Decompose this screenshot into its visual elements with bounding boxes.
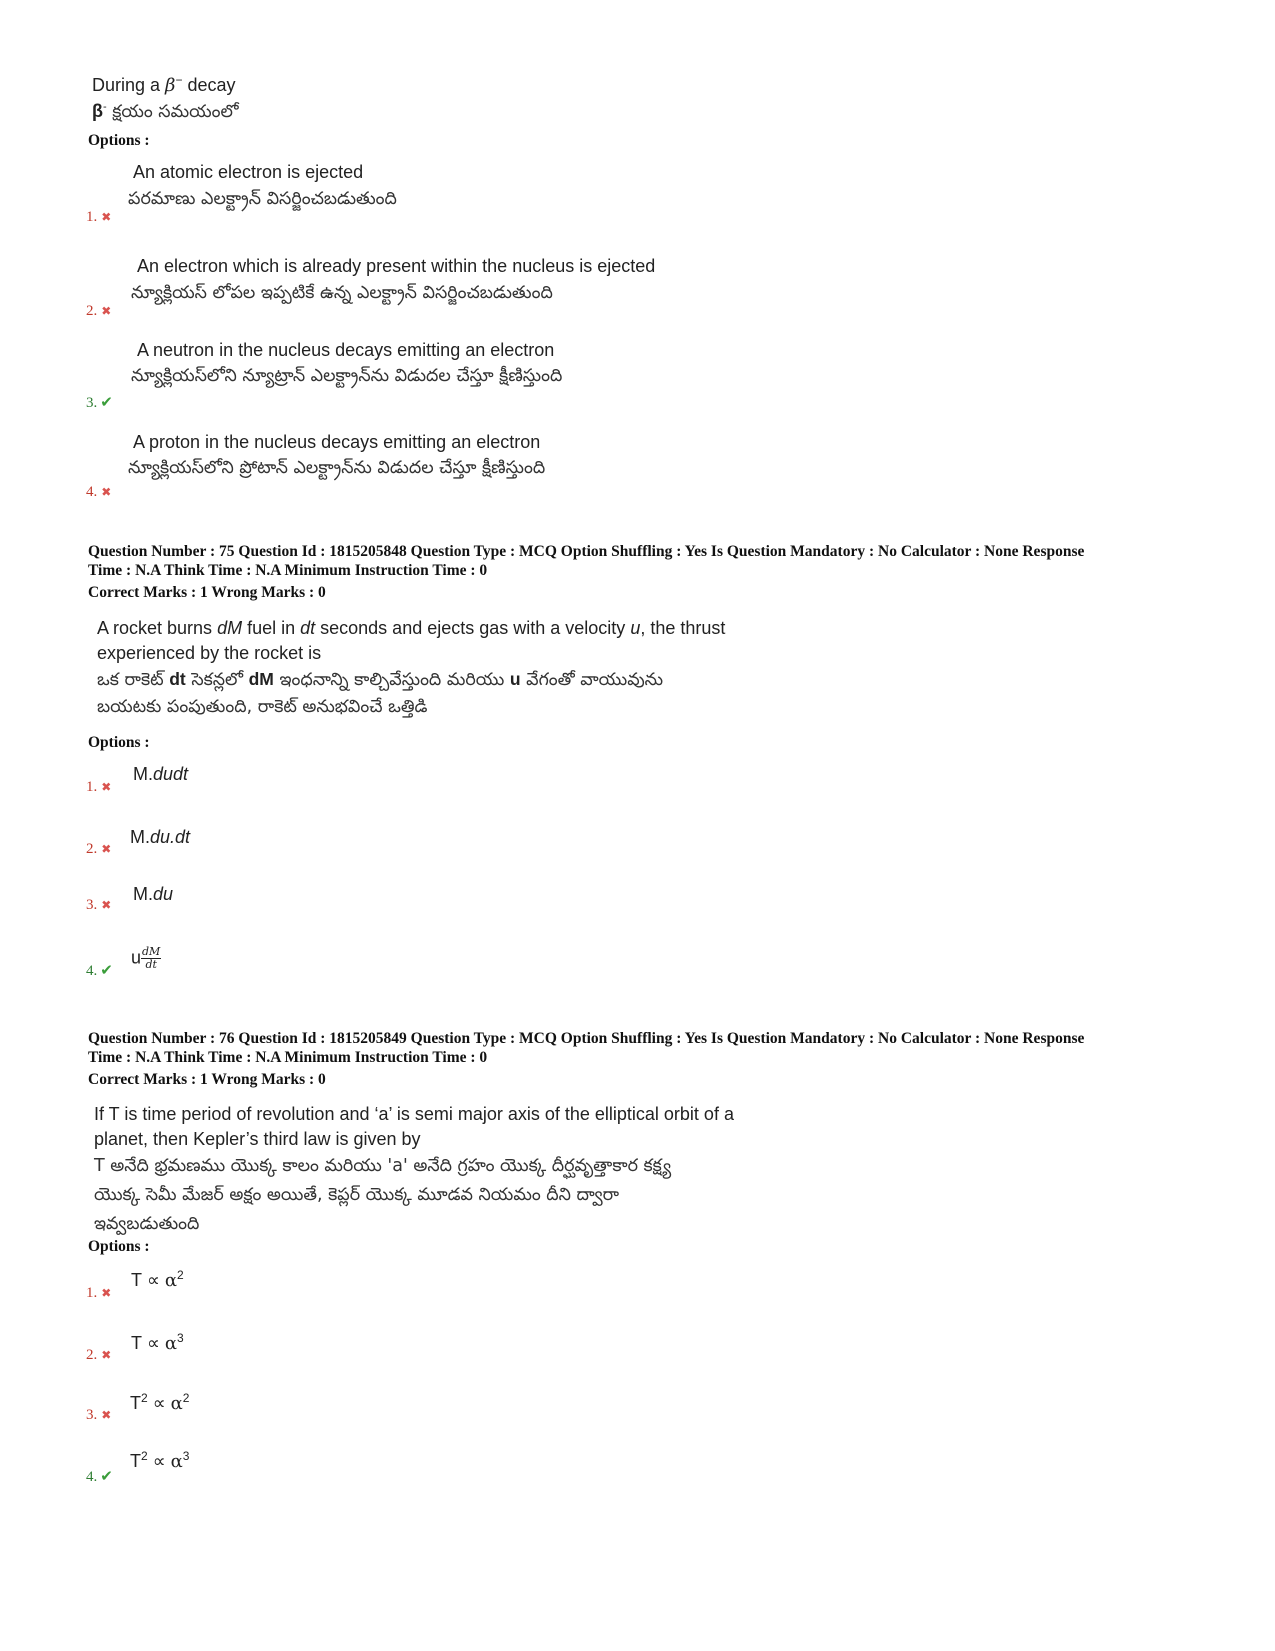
option-4-text-en: A proton in the nucleus decays emitting an electron [133, 432, 541, 452]
option-3-marker [86, 393, 113, 412]
meta-line: Time : N.A Think Time : N.A Minimum Instruction Time : 0 [88, 1049, 488, 1066]
options-label: Options : [88, 1238, 150, 1255]
q75-stem-te [97, 666, 815, 721]
q76-option-4-marker [86, 1467, 113, 1486]
wrong-mark-icon: ✖ [101, 780, 112, 794]
q75-option-4-formula: u $\frac{dM}{dt}$ [131, 945, 161, 971]
option-number: 2. [86, 303, 98, 319]
option-2-marker [86, 302, 111, 320]
option-number: 3. [86, 897, 98, 913]
meta-line: Time : N.A Think Time : N.A Minimum Instruction Time : 0 [88, 562, 488, 579]
options-label: Options : [88, 132, 150, 149]
q76-option-1-formula: $T \propto \alpha^2$ [131, 1268, 184, 1291]
q76-option-3-formula: $T^2 \propto \alpha^2$ [130, 1391, 190, 1414]
correct-check-icon: ✔ [100, 961, 113, 979]
correct-check-icon: ✔ [100, 393, 113, 411]
option-number: 1. [86, 779, 98, 795]
wrong-mark-icon: ✖ [101, 1348, 112, 1362]
q76-stem-en-line1: If T is time period of revolution and ‘a’ is semi major axis of the elliptical orbit of a [94, 1104, 734, 1124]
q76-option-2-formula: $T \propto \alpha^3$ [131, 1331, 184, 1354]
option-4-text-te: న్యూక్లియస్‌లోని ప్రోటాన్ ఎలక్ట్రాన్‌ను విడుదల చేస్తూ క్షీణిస్తుంది [128, 458, 546, 478]
q75-option-3-formula: M.du [133, 884, 174, 904]
q75-option-4-marker [86, 961, 113, 980]
marks-line: Correct Marks : 1 Wrong Marks : 0 [88, 1071, 326, 1088]
fraction: $\frac{dM}{dt}$ [142, 945, 161, 971]
option-number: 4. [86, 963, 98, 979]
option-1-marker [86, 208, 111, 226]
option-1-text-te: పరమాణు ఎలక్ట్రాన్ విసర్జించబడుతుంది [128, 189, 397, 209]
correct-check-icon: ✔ [100, 1467, 113, 1485]
option-number: 2. [86, 841, 98, 857]
question-76-meta [88, 1029, 1188, 1089]
wrong-mark-icon: ✖ [101, 1286, 112, 1300]
q75-stem-te-line2: బయటకు పంపుతుంది, రాకెట్ అనుభవించే ఒత్తిడి [97, 697, 428, 717]
q76-stem-te [94, 1152, 814, 1239]
option-1-text-en: An atomic electron is ejected [133, 162, 364, 182]
q76-option-4-formula: $T^2 \propto \alpha^3$ [130, 1449, 190, 1472]
option-number: 4. [86, 1469, 98, 1485]
option-number: 1. [86, 209, 98, 225]
wrong-mark-icon: ✖ [101, 485, 112, 499]
wrong-mark-icon: ✖ [101, 898, 112, 912]
option-3-text-te: న్యూక్లియస్‌లోని న్యూట్రాన్ ఎలక్ట్రాన్‌ను విడుదల చేస్తూ క్షీణిస్తుంది [131, 366, 563, 386]
option-number: 3. [86, 1407, 98, 1423]
options-label: Options : [88, 734, 150, 751]
option-2-text-te: న్యూక్లియస్ లోపల ఇప్పటికే ఉన్న ఎలక్ట్రాన్ విసర్జించబడుతుంది [131, 283, 553, 303]
q75-option-1-formula: M.dudt [133, 764, 189, 784]
meta-line: Question Number : 75 Question Id : 1815205848 Question Type : MCQ Option Shuffling : Yes Is Question Mandatory : No Calculator : None Response [88, 543, 1085, 560]
q76-option-3-marker [86, 1406, 111, 1424]
q74-stem-en: During a β− decay [92, 73, 236, 96]
wrong-mark-icon: ✖ [101, 304, 112, 318]
q76-option-2-marker [86, 1346, 111, 1364]
option-3-text-en: A neutron in the nucleus decays emitting an electron [137, 340, 555, 360]
option-2-text-en: An electron which is already present within the nucleus is ejected [137, 256, 656, 276]
q74-stem-te: β- క్షయం సమయంలో [92, 101, 239, 122]
q75-stem-en-line1: A rocket burns dM fuel in dt seconds and ejects gas with a velocity u, the thrust [97, 618, 726, 638]
q76-option-1-marker [86, 1284, 111, 1302]
wrong-mark-icon: ✖ [101, 1408, 112, 1422]
q75-stem-en-line2: experienced by the rocket is [97, 643, 322, 663]
option-number: 1. [86, 1285, 98, 1301]
q75-option-1-marker [86, 778, 111, 796]
wrong-mark-icon: ✖ [101, 210, 112, 224]
option-number: 4. [86, 484, 98, 500]
q76-stem-te-line2: యొక్క సెమీ మేజర్ అక్షం అయితే, కెప్లర్ యొక్క మూడవ నియమం దీని ద్వారా [94, 1185, 620, 1205]
option-number: 3. [86, 395, 98, 411]
q76-stem-te-line3: ఇవ్వబడుతుంది [94, 1214, 200, 1234]
question-75-meta [88, 542, 1188, 602]
option-number: 2. [86, 1347, 98, 1363]
q76-stem-en [94, 1102, 814, 1152]
wrong-mark-icon: ✖ [101, 842, 112, 856]
q75-stem-en [97, 616, 815, 666]
q75-stem-te-line1: ఒక రాకెట్ dt సెకన్లలో dM ఇంధనాన్ని కాల్చివేస్తుంది మరియు u వేగంతో వాయువును [97, 669, 664, 690]
q75-option-2-marker [86, 840, 111, 858]
q76-stem-te-line1: T అనేది భ్రమణము యొక్క కాలం మరియు 'a' అనేది గ్రహం యొక్క దీర్ఘవృత్తాకార కక్ష్య [94, 1156, 672, 1176]
option-4-marker [86, 483, 111, 501]
meta-line: Question Number : 76 Question Id : 1815205849 Question Type : MCQ Option Shuffling : Yes Is Question Mandatory : No Calculator : None Response [88, 1030, 1085, 1047]
q75-option-3-marker [86, 896, 111, 914]
q75-option-2-formula: M.du.dt [130, 827, 191, 847]
q76-stem-en-line2: planet, then Kepler’s third law is given by [94, 1129, 421, 1149]
marks-line: Correct Marks : 1 Wrong Marks : 0 [88, 584, 326, 601]
